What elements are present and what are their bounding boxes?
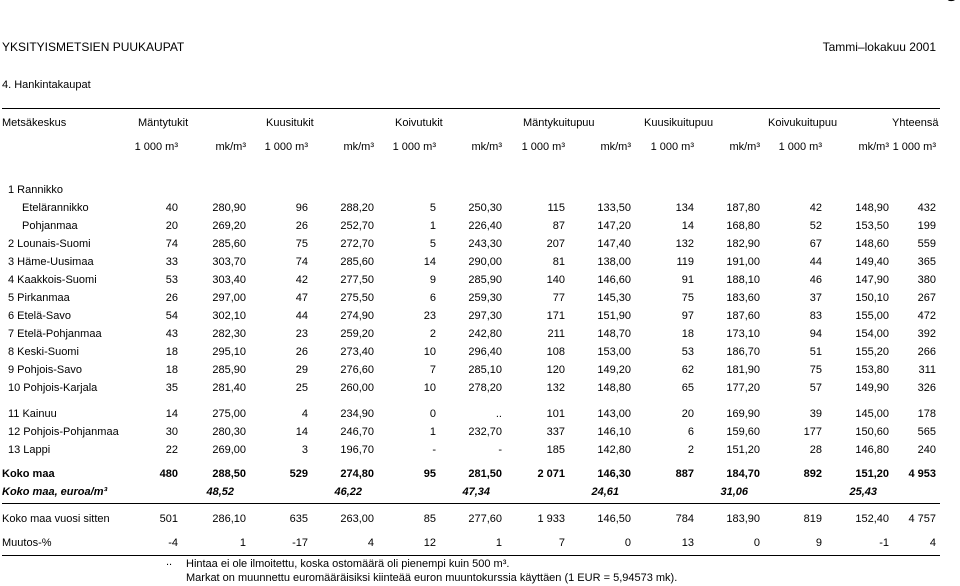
table-cell: 51 bbox=[809, 346, 822, 358]
table-cell: 196,70 bbox=[340, 444, 374, 456]
change-cell: -1 bbox=[879, 537, 889, 549]
row-label: 10 Pohjois-Karjala bbox=[8, 382, 98, 394]
prev-year-cell: 635 bbox=[289, 513, 308, 525]
table-cell: 177 bbox=[803, 426, 822, 438]
change-cell: 1 bbox=[239, 537, 246, 549]
table-cell: 18 bbox=[165, 346, 178, 358]
total-cell: 184,70 bbox=[726, 468, 760, 480]
table-cell: 149,90 bbox=[855, 382, 889, 394]
table-cell: 151,20 bbox=[726, 444, 760, 456]
change-cell: 12 bbox=[423, 537, 436, 549]
table-cell: 303,70 bbox=[212, 256, 246, 268]
table-cell: 269,00 bbox=[212, 444, 246, 456]
row-label: 7 Etelä-Pohjanmaa bbox=[8, 328, 102, 340]
row-label: Pohjanmaa bbox=[22, 220, 78, 232]
unit-header: 1 000 m³ bbox=[264, 141, 308, 153]
euro-cell: 48,52 bbox=[206, 486, 234, 498]
prev-year-cell: 1 933 bbox=[537, 513, 565, 525]
table-cell: 281,40 bbox=[212, 382, 246, 394]
table-cell: 297,30 bbox=[468, 310, 502, 322]
euro-cell: 25,43 bbox=[849, 486, 877, 498]
unit-header: 1 000 m³ bbox=[650, 141, 694, 153]
table-cell: 75 bbox=[681, 292, 694, 304]
euro-cell: 47,34 bbox=[462, 486, 490, 498]
table-cell: 142,80 bbox=[597, 444, 631, 456]
table-cell: 2 bbox=[429, 328, 436, 340]
column-group-header: Kuusitukit bbox=[266, 117, 314, 129]
table-cell: 392 bbox=[917, 328, 936, 340]
table-cell: 250,30 bbox=[468, 202, 502, 214]
prev-year-cell: 85 bbox=[423, 513, 436, 525]
change-row-label: Muutos-% bbox=[2, 537, 52, 549]
table-cell: 280,90 bbox=[212, 202, 246, 214]
table-cell: 46 bbox=[809, 274, 822, 286]
table-cell: 302,10 bbox=[212, 310, 246, 322]
table-cell: 3 bbox=[301, 444, 308, 456]
table-cell: 148,80 bbox=[597, 382, 631, 394]
table-cell: 62 bbox=[681, 364, 694, 376]
table-cell: 140 bbox=[546, 274, 565, 286]
prev-year-cell: 277,60 bbox=[468, 513, 502, 525]
row-label: 8 Keski-Suomi bbox=[8, 346, 79, 358]
total-cell: 151,20 bbox=[855, 468, 889, 480]
unit-header: mk/m³ bbox=[729, 141, 760, 153]
document-header-left: YKSITYISMETSIEN PUUKAUPAT bbox=[2, 40, 185, 54]
table-cell: 186,70 bbox=[726, 346, 760, 358]
table-cell: 44 bbox=[295, 310, 308, 322]
table-cell: 115 bbox=[547, 202, 565, 214]
table-cell: 74 bbox=[295, 256, 308, 268]
change-cell: -4 bbox=[168, 537, 178, 549]
unit-header: 1 000 m³ bbox=[392, 141, 436, 153]
euro-cell: 46,22 bbox=[334, 486, 362, 498]
table-cell: 285,90 bbox=[468, 274, 502, 286]
unit-header: mk/m³ bbox=[471, 141, 502, 153]
table-cell: - bbox=[498, 444, 502, 456]
table-cell: 6 bbox=[687, 426, 694, 438]
change-cell: -17 bbox=[292, 537, 308, 549]
table-cell: 153,80 bbox=[855, 364, 889, 376]
table-cell: 150,60 bbox=[855, 426, 889, 438]
table-cell: 146,60 bbox=[597, 274, 631, 286]
table-cell: 296,40 bbox=[468, 346, 502, 358]
column-group-header: Yhteensä bbox=[892, 117, 939, 129]
table-cell: 23 bbox=[295, 328, 308, 340]
table-cell: 42 bbox=[295, 274, 308, 286]
footnote-line-1: Hintaa ei ole ilmoitettu, koska ostomäärä oli pienempi kuin 500 m³. bbox=[186, 558, 510, 570]
table-cell: 10 bbox=[423, 382, 436, 394]
table-cell: 67 bbox=[809, 238, 822, 250]
region-heading: 1 Rannikko bbox=[8, 184, 64, 196]
table-cell: 290,00 bbox=[468, 256, 502, 268]
table-cell: 282,30 bbox=[212, 328, 246, 340]
table-cell: 22 bbox=[165, 444, 178, 456]
table-cell: 77 bbox=[552, 292, 565, 304]
table-cell: 259,30 bbox=[468, 292, 502, 304]
table-cell: 145,00 bbox=[855, 408, 889, 420]
table-cell: 278,20 bbox=[468, 382, 502, 394]
total-cell: 274,80 bbox=[340, 468, 374, 480]
euro-row-label: Koko maa, euroa/m³ bbox=[2, 486, 108, 498]
table-cell: 91 bbox=[681, 274, 694, 286]
table-cell: 275,50 bbox=[340, 292, 374, 304]
table-cell: 4 bbox=[301, 408, 308, 420]
table-cell: 133,50 bbox=[597, 202, 631, 214]
table-cell: 97 bbox=[681, 310, 694, 322]
change-cell: 0 bbox=[753, 537, 760, 549]
prev-year-cell: 146,50 bbox=[597, 513, 631, 525]
table-cell: 295,10 bbox=[212, 346, 246, 358]
table-cell: 1 bbox=[429, 426, 436, 438]
table-cell: 185 bbox=[546, 444, 565, 456]
table-cell: 280,30 bbox=[212, 426, 246, 438]
table-cell: 132 bbox=[546, 382, 565, 394]
table-cell: 5 bbox=[429, 202, 436, 214]
total-cell: 887 bbox=[675, 468, 694, 480]
table-cell: 94 bbox=[809, 328, 822, 340]
euro-cell: 24,61 bbox=[591, 486, 619, 498]
table-cell: 26 bbox=[295, 220, 308, 232]
table-cell: 311 bbox=[918, 364, 936, 376]
table-cell: 6 bbox=[429, 292, 436, 304]
table-cell: 148,70 bbox=[597, 328, 631, 340]
row-label: 4 Kaakkois-Suomi bbox=[8, 274, 97, 286]
section-title: 4. Hankintakaupat bbox=[2, 79, 91, 91]
change-cell: 13 bbox=[681, 537, 694, 549]
table-cell: 178 bbox=[917, 408, 936, 420]
table-cell: 337 bbox=[546, 426, 565, 438]
table-cell: 243,30 bbox=[468, 238, 502, 250]
table-cell: 119 bbox=[676, 256, 694, 268]
row-label: 11 Kainuu bbox=[8, 408, 57, 420]
prev-year-cell: 819 bbox=[803, 513, 822, 525]
table-cell: 211 bbox=[547, 328, 565, 340]
table-cell: 14 bbox=[681, 220, 694, 232]
column-group-header: Kuusikuitupuu bbox=[644, 117, 714, 129]
row-label: 6 Etelä-Savo bbox=[8, 310, 71, 322]
prev-year-cell: 286,10 bbox=[212, 513, 246, 525]
table-cell: 177,20 bbox=[726, 382, 760, 394]
table-cell: 150,10 bbox=[855, 292, 889, 304]
table-cell: 169,90 bbox=[726, 408, 760, 420]
table-cell: 276,60 bbox=[340, 364, 374, 376]
table-cell: 240 bbox=[917, 444, 936, 456]
table-cell: 168,80 bbox=[726, 220, 760, 232]
table-cell: 246,70 bbox=[340, 426, 374, 438]
table-cell: 183,60 bbox=[726, 292, 760, 304]
table-cell: 74 bbox=[165, 238, 178, 250]
table-cell: 39 bbox=[809, 408, 822, 420]
table-cell: 30 bbox=[165, 426, 178, 438]
table-cell: 207 bbox=[546, 238, 565, 250]
table-cell: 87 bbox=[552, 220, 565, 232]
footnote-marker: .. bbox=[166, 556, 173, 568]
table-cell: 14 bbox=[295, 426, 308, 438]
table-cell: 559 bbox=[917, 238, 936, 250]
table-cell: - bbox=[432, 444, 436, 456]
table-cell: 5 bbox=[429, 238, 436, 250]
table-cell: 10 bbox=[423, 346, 436, 358]
row-label: 12 Pohjois-Pohjanmaa bbox=[8, 426, 119, 438]
unit-header: 1 000 m³ bbox=[892, 141, 936, 153]
table-cell: 28 bbox=[809, 444, 822, 456]
total-cell: 2 071 bbox=[537, 468, 565, 480]
table-cell: 153,50 bbox=[855, 220, 889, 232]
table-cell: 154,00 bbox=[855, 328, 889, 340]
prev-year-cell: 152,40 bbox=[855, 513, 889, 525]
prev-year-cell: 183,90 bbox=[726, 513, 760, 525]
table-cell: 132 bbox=[675, 238, 694, 250]
table-cell: 23 bbox=[423, 310, 436, 322]
row-label: Etelärannikko bbox=[22, 202, 89, 214]
table-cell: .. bbox=[495, 408, 502, 420]
table-cell: 96 bbox=[295, 202, 308, 214]
table-cell: 432 bbox=[917, 202, 936, 214]
table-cell: 44 bbox=[809, 256, 822, 268]
change-cell: 4 bbox=[367, 537, 374, 549]
table-cell: 57 bbox=[809, 382, 822, 394]
table-cell: 199 bbox=[917, 220, 936, 232]
change-cell: 9 bbox=[815, 537, 822, 549]
table-cell: 148,60 bbox=[855, 238, 889, 250]
table-cell: 380 bbox=[917, 274, 936, 286]
table-cell: 20 bbox=[165, 220, 178, 232]
table-top-rule bbox=[2, 108, 940, 109]
table-cell: 47 bbox=[295, 292, 308, 304]
table-cell: 181,90 bbox=[726, 364, 760, 376]
unit-header: mk/m³ bbox=[215, 141, 246, 153]
row-label: 2 Lounais-Suomi bbox=[8, 238, 91, 250]
table-cell: 43 bbox=[165, 328, 178, 340]
totals-rule bbox=[2, 503, 940, 504]
document-header-right: Tammi–lokakuu 2001 bbox=[822, 40, 936, 54]
table-cell: 285,60 bbox=[212, 238, 246, 250]
footnote-line-2: Markat on muunnettu euromääräisiksi kiinteää euron muuntokurssia käyttäen (1 EUR = 5,94573 mk). bbox=[186, 572, 678, 584]
unit-header: mk/m³ bbox=[600, 141, 631, 153]
table-cell: 101 bbox=[546, 408, 565, 420]
row-label: 9 Pohjois-Savo bbox=[8, 364, 82, 376]
total-cell: 529 bbox=[289, 468, 308, 480]
total-cell: 95 bbox=[423, 468, 436, 480]
table-cell: 143,00 bbox=[597, 408, 631, 420]
table-cell: 18 bbox=[165, 364, 178, 376]
table-cell: 151,90 bbox=[597, 310, 631, 322]
table-cell: 120 bbox=[546, 364, 565, 376]
column-group-header: Mäntytukit bbox=[138, 117, 189, 129]
table-cell: 148,90 bbox=[855, 202, 889, 214]
table-cell: 145,30 bbox=[597, 292, 631, 304]
unit-header: mk/m³ bbox=[858, 141, 889, 153]
table-cell: 288,20 bbox=[340, 202, 374, 214]
row-label: 13 Lappi bbox=[8, 444, 51, 456]
table-cell: 191,00 bbox=[726, 256, 760, 268]
table-cell: 297,00 bbox=[212, 292, 246, 304]
table-cell: 7 bbox=[429, 364, 436, 376]
table-cell: 75 bbox=[809, 364, 822, 376]
table-cell: 242,80 bbox=[468, 328, 502, 340]
table-cell: 35 bbox=[165, 382, 178, 394]
table-cell: 259,20 bbox=[340, 328, 374, 340]
total-cell: 480 bbox=[159, 468, 178, 480]
table-cell: 565 bbox=[917, 426, 936, 438]
column-group-header: Koivutukit bbox=[395, 117, 443, 129]
table-cell: 260,00 bbox=[340, 382, 374, 394]
table-cell: 14 bbox=[165, 408, 178, 420]
table-cell: 173,10 bbox=[726, 328, 760, 340]
total-cell: 281,50 bbox=[468, 468, 502, 480]
table-cell: 267 bbox=[917, 292, 936, 304]
row-label: 3 Häme-Uusimaa bbox=[8, 256, 94, 268]
prev-year-cell: 4 757 bbox=[908, 513, 936, 525]
prev-year-cell: 263,00 bbox=[340, 513, 374, 525]
table-cell: 285,90 bbox=[212, 364, 246, 376]
table-cell: 272,70 bbox=[340, 238, 374, 250]
table-cell: 75 bbox=[295, 238, 308, 250]
table-cell: 149,40 bbox=[855, 256, 889, 268]
table-cell: 20 bbox=[681, 408, 694, 420]
table-cell: 274,90 bbox=[340, 310, 374, 322]
table-cell: 273,40 bbox=[340, 346, 374, 358]
total-row-label: Koko maa bbox=[2, 468, 55, 480]
table-cell: 29 bbox=[295, 364, 308, 376]
table-cell: 108 bbox=[546, 346, 565, 358]
table-cell: 149,20 bbox=[597, 364, 631, 376]
unit-header: 1 000 m³ bbox=[134, 141, 178, 153]
table-cell: 472 bbox=[917, 310, 936, 322]
table-cell: 26 bbox=[165, 292, 178, 304]
change-cell: 4 bbox=[929, 537, 936, 549]
table-cell: 54 bbox=[165, 310, 178, 322]
table-cell: 40 bbox=[165, 202, 178, 214]
table-cell: 285,10 bbox=[468, 364, 502, 376]
table-cell: 2 bbox=[687, 444, 694, 456]
table-cell: 83 bbox=[809, 310, 822, 322]
table-cell: 232,70 bbox=[468, 426, 502, 438]
unit-header: 1 000 m³ bbox=[778, 141, 822, 153]
total-cell: 892 bbox=[803, 468, 822, 480]
table-cell: 147,20 bbox=[597, 220, 631, 232]
total-cell: 146,30 bbox=[597, 468, 631, 480]
table-cell: 42 bbox=[809, 202, 822, 214]
table-cell: 187,80 bbox=[726, 202, 760, 214]
page-number bbox=[944, 0, 958, 9]
table-cell: 33 bbox=[165, 256, 178, 268]
euro-cell: 31,06 bbox=[720, 486, 748, 498]
table-cell: 252,70 bbox=[340, 220, 374, 232]
table-cell: 266 bbox=[917, 346, 936, 358]
change-cell: 1 bbox=[495, 537, 502, 549]
table-cell: 303,40 bbox=[212, 274, 246, 286]
prev-year-cell: 501 bbox=[159, 513, 178, 525]
table-cell: 18 bbox=[681, 328, 694, 340]
table-cell: 25 bbox=[295, 382, 308, 394]
table-cell: 37 bbox=[809, 292, 822, 304]
table-cell: 53 bbox=[681, 346, 694, 358]
table-cell: 146,80 bbox=[855, 444, 889, 456]
table-cell: 147,90 bbox=[855, 274, 889, 286]
table-cell: 26 bbox=[295, 346, 308, 358]
table-cell: 146,10 bbox=[597, 426, 631, 438]
column-group-header: Metsäkeskus bbox=[2, 117, 67, 129]
table-cell: 182,90 bbox=[726, 238, 760, 250]
prev-year-label: Koko maa vuosi sitten bbox=[2, 513, 110, 525]
change-cell: 7 bbox=[558, 537, 565, 549]
table-cell: 269,20 bbox=[212, 220, 246, 232]
table-cell: 277,50 bbox=[340, 274, 374, 286]
table-cell: 275,00 bbox=[212, 408, 246, 420]
table-cell: 226,40 bbox=[468, 220, 502, 232]
table-cell: 326 bbox=[917, 382, 936, 394]
table-cell: 188,10 bbox=[726, 274, 760, 286]
column-group-header: Koivukuitupuu bbox=[768, 117, 838, 129]
table-cell: 1 bbox=[429, 220, 436, 232]
table-cell: 52 bbox=[809, 220, 822, 232]
table-cell: 234,90 bbox=[340, 408, 374, 420]
column-group-header: Mäntykuitupuu bbox=[523, 117, 595, 129]
table-cell: 187,60 bbox=[726, 310, 760, 322]
change-cell: 0 bbox=[624, 537, 631, 549]
table-cell: 53 bbox=[165, 274, 178, 286]
table-cell: 134 bbox=[675, 202, 694, 214]
table-cell: 138,00 bbox=[597, 256, 631, 268]
table-cell: 155,00 bbox=[855, 310, 889, 322]
unit-header: 1 000 m³ bbox=[521, 141, 565, 153]
table-cell: 153,00 bbox=[597, 346, 631, 358]
unit-header: mk/m³ bbox=[343, 141, 374, 153]
total-cell: 288,50 bbox=[212, 468, 246, 480]
prev-year-cell: 784 bbox=[675, 513, 694, 525]
table-cell: 147,40 bbox=[597, 238, 631, 250]
total-cell: 4 953 bbox=[908, 468, 936, 480]
table-cell: 285,60 bbox=[340, 256, 374, 268]
row-label: 5 Pirkanmaa bbox=[8, 292, 70, 304]
table-cell: 159,60 bbox=[726, 426, 760, 438]
table-cell: 155,20 bbox=[855, 346, 889, 358]
table-cell: 0 bbox=[429, 408, 436, 420]
table-cell: 365 bbox=[917, 256, 936, 268]
table-cell: 171 bbox=[546, 310, 565, 322]
table-cell: 14 bbox=[423, 256, 436, 268]
table-bottom-rule bbox=[2, 555, 940, 556]
table-cell: 65 bbox=[681, 382, 694, 394]
table-cell: 81 bbox=[552, 256, 565, 268]
table-cell: 9 bbox=[429, 274, 436, 286]
